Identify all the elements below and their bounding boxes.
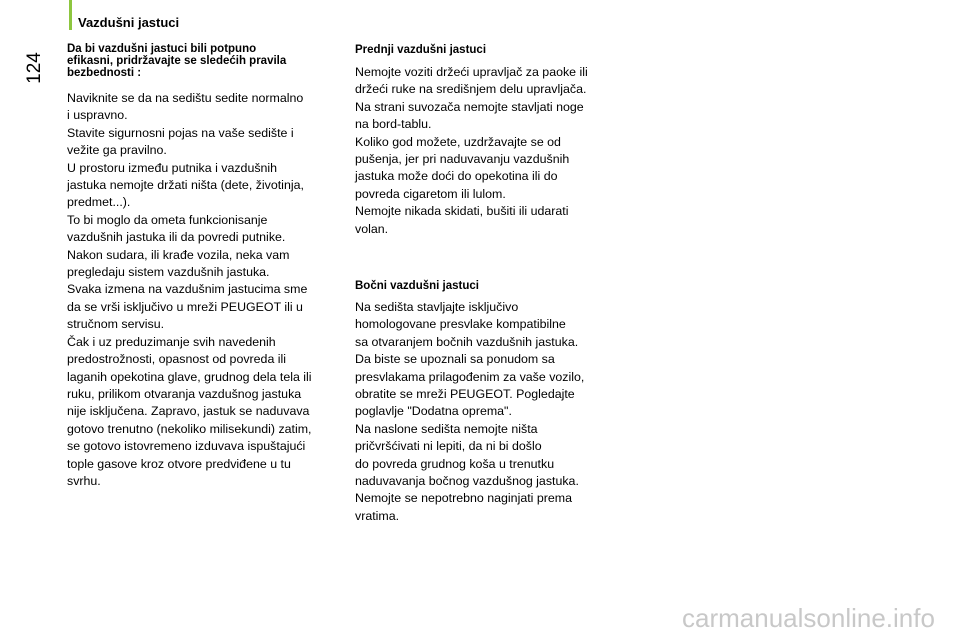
front-airbags-body: Nemojte voziti držeći upravljač za paoke ili držeći ruke na središnjem delu upravljača. Na strani suvozača nemojte stavljati noge na bord-tablu. Koliko god možete, uzdržavajte se od pušenja, jer pri naduvavanju vazdušnih jastuka može doći do opekotina ili do povreda cigaretom ili lulom. Nemojte nikada skidati, bušiti ili udarati volan. — [355, 65, 588, 236]
side-airbags-heading: Bočni vazdušni jastuci — [355, 280, 479, 292]
header-accent-bar — [69, 0, 72, 30]
watermark-text: carmanualsonline.info — [682, 603, 935, 633]
side-airbags-body: Na sedišta stavljajte isključivo homologovane presvlake kompatibilne sa otvaranjem bočnih vazdušnih jastuka. Da biste se upoznali sa ponudom sa presvlakama prilagođenim za vaše vozilo, obratite se mreži PEUGEOT. Pogledajte poglavlje "Dodatna oprema". Na naslone sedišta nemojte ništa pričvršćivati ni lepiti, da ni bi došlo do povreda grudnog koša u trenutku naduvavanja bočnog vazdušnog jastuka. Nemojte se nepotrebno naginjati prema vratima. — [355, 300, 585, 523]
page-number: 124 — [24, 52, 45, 84]
page-title: Vazdušni jastuci — [78, 15, 180, 30]
safety-rules-heading: Da bi vazdušni jastuci bili potpuno efikasni, pridržavajte se sledećih pravila bezbednosti : — [67, 43, 287, 79]
front-airbags-heading: Prednji vazdušni jastuci — [355, 44, 487, 56]
safety-rules-body: Naviknite se da na sedištu sedite normalno i uspravno. Stavite sigurnosni pojas na vaše sedište i vežite ga pravilno. U prostoru između putnika i vazdušnih jastuka nemojte držati ništa (dete, životinja, predmet...). To bi moglo da ometa funkcionisanje vazdušnih jastuka ili da povredi putnike. Nakon sudara, ili krađe vozila, neka vam pregledaju sistem vazdušnih jastuka. Svaka izmena na vazdušnim jastucima sme da se vrši isključivo u mreži PEUGEOT ili u stručnom servisu. Čak i uz preduzimanje svih navedenih predostrožnosti, opasnost od povreda ili laganih opekotina glave, grudnog dela tela ili ruku, prilikom otvaranja vazdušnog jastuka nije isključena. Zapravo, jastuk se naduvava gotovo trenutno (nekoliko milisekundi) zatim, se gotovo istovremeno izduvava ispuštajući tople gasove kroz otvore predviđene u tu svrhu. — [67, 91, 312, 488]
